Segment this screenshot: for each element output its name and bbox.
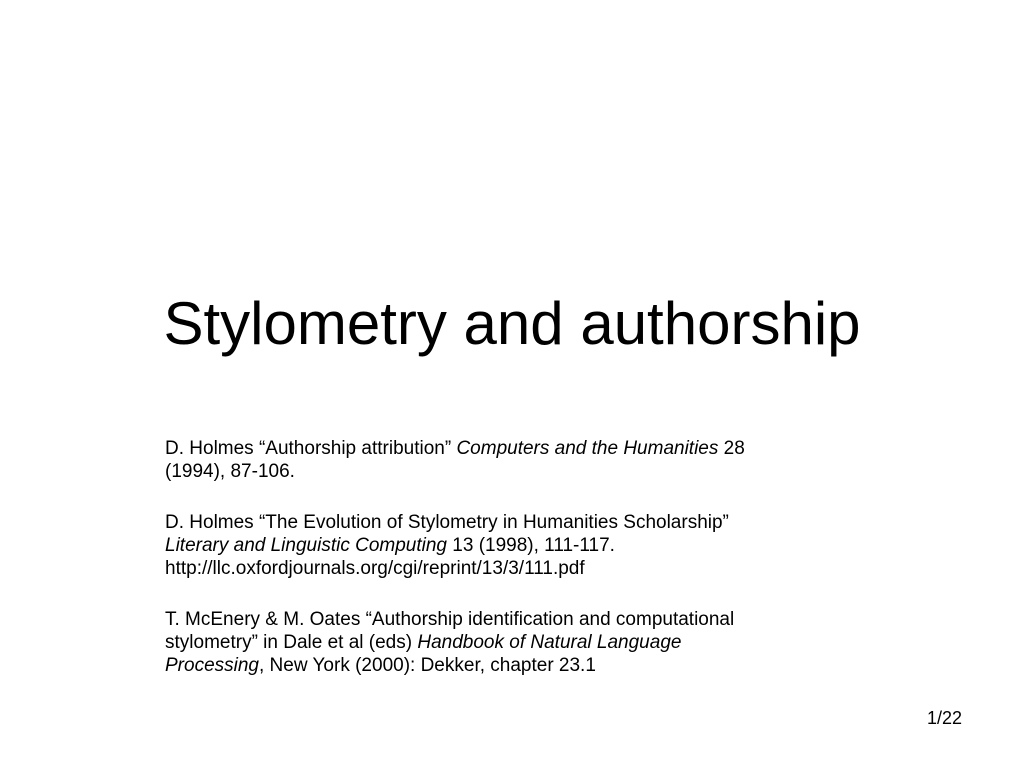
reference-text: 13 (1998), 111-117. <box>447 535 615 556</box>
reference-url: http://llc.oxfordjournals.org/cgi/reprint/13/3/111.pdf <box>165 558 585 579</box>
reference-line: D. Holmes “The Evolution of Stylometry in Humanities Scholarship” <box>165 512 729 533</box>
reference-text: stylometry” in Dale et al (eds) <box>165 632 418 653</box>
book-title: Handbook of Natural Language <box>417 632 682 653</box>
reference-list <box>165 437 885 705</box>
reference-item <box>165 511 885 580</box>
reference-item <box>165 608 885 677</box>
slide-title: Stylometry and authorship <box>163 290 861 357</box>
reference-line <box>165 631 885 654</box>
reference-line <box>165 534 885 557</box>
book-title: Processing <box>165 655 259 676</box>
reference-item <box>165 437 885 483</box>
journal-title: Literary and Linguistic Computing <box>165 535 447 556</box>
reference-line <box>165 654 885 677</box>
reference-text: D. Holmes “Authorship attribution” <box>165 438 457 459</box>
journal-title: Computers and the Humanities <box>456 438 719 459</box>
reference-line: T. McEnery & M. Oates “Authorship identification and computational <box>165 609 735 630</box>
reference-text: , New York (2000): Dekker, chapter 23.1 <box>259 655 596 676</box>
reference-text: 28 <box>718 438 745 459</box>
reference-line: (1994), 87-106. <box>165 461 295 482</box>
reference-line <box>165 437 885 460</box>
page-number: 1/22 <box>926 708 962 728</box>
